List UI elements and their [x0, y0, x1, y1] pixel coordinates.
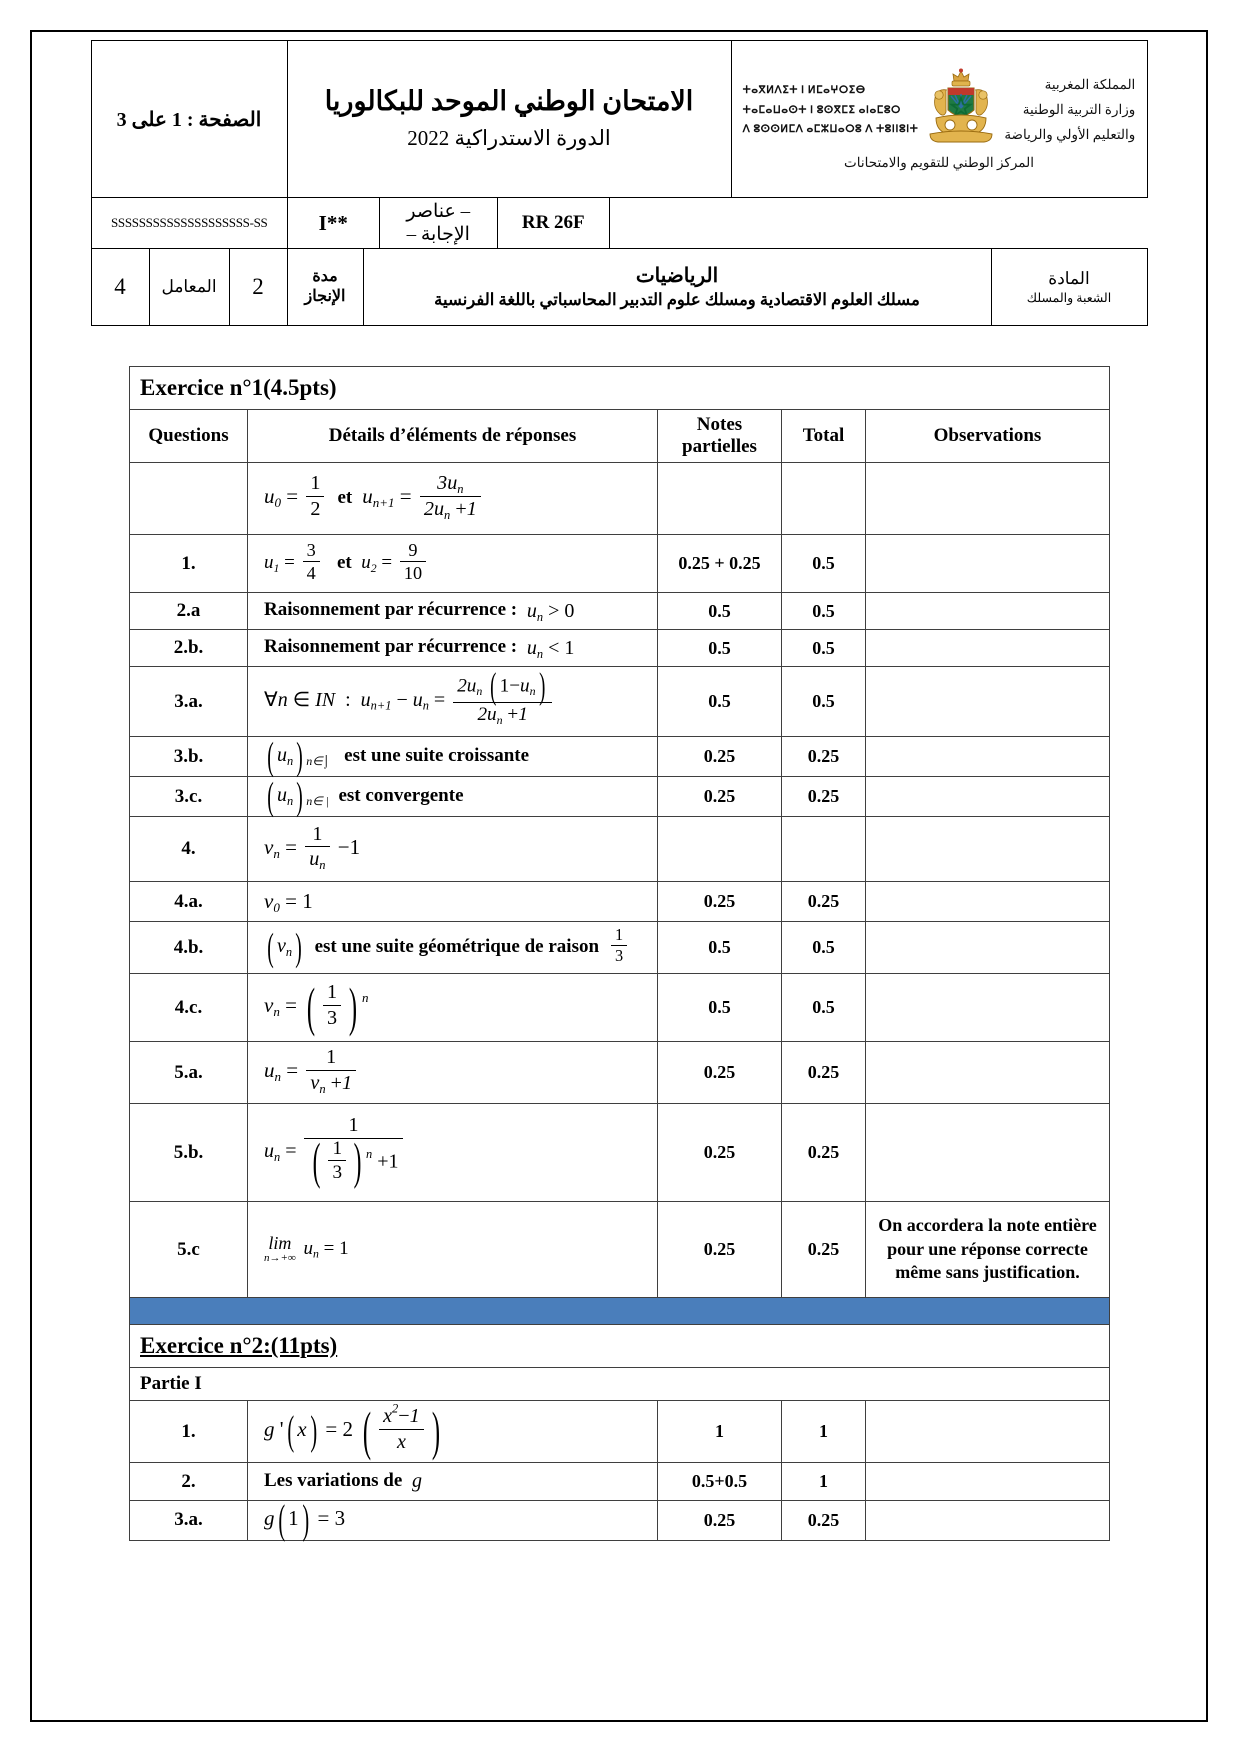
row-notes: 0.25	[658, 1202, 782, 1298]
morocco-coat-of-arms-icon	[924, 68, 998, 154]
row-question: 3.c.	[130, 777, 248, 817]
row-total: 0.25	[782, 1042, 866, 1104]
row-details: Raisonnement par récurrence : $u_n > 0$	[248, 593, 658, 630]
page-number-label: الصفحة : 1 على 3	[116, 108, 262, 131]
row-observations: On accordera la note entière pour une réponse correcte même sans justification.	[866, 1202, 1110, 1298]
table-row	[130, 737, 1110, 777]
row-observations	[866, 1042, 1110, 1104]
row-total: 0.25	[782, 737, 866, 777]
row-details: $u_0$ = $\frac{1}{2}$ et $u_{n+1}$ = $\frac{3u_n}{2u_n +1}$	[248, 463, 658, 535]
ministry-logo-cell	[731, 41, 1147, 198]
subject-row	[91, 249, 1147, 326]
tifinagh-line-2: ⵜⴰⵎⴰⵡⴰⵙⵜ ⵏ ⵓⵙⴳⵎⵉ ⴰⵏⴰⵎⵓⵔ	[742, 104, 901, 116]
ministry-arabic-block	[1004, 73, 1135, 148]
exercise2-title-text: Exercice n°2:(11pts)	[140, 1333, 338, 1358]
table-row	[130, 1501, 1110, 1541]
row-notes: 0.5+0.5	[658, 1463, 782, 1501]
row-notes: 0.5	[658, 667, 782, 737]
exercise2-title-row	[130, 1325, 1110, 1368]
ministry-ar-line-2: وزارة التربية الوطنية	[1022, 102, 1136, 118]
code-table	[91, 197, 1148, 249]
row-total: 0.5	[782, 667, 866, 737]
subject-table	[91, 248, 1148, 326]
row-notes: 0.5	[658, 630, 782, 667]
row-notes: 1	[658, 1401, 782, 1463]
row-notes: 0.5	[658, 593, 782, 630]
ministry-ar-line-3: والتعليم الأولي والرياضة	[1004, 126, 1136, 142]
row-question: 2.b.	[130, 630, 248, 667]
correction-table	[129, 366, 1110, 1541]
table-row	[130, 882, 1110, 922]
table-row	[130, 922, 1110, 974]
row-question: 4.	[130, 817, 248, 882]
row-question: 5.a.	[130, 1042, 248, 1104]
row-total: 1	[782, 1401, 866, 1463]
table-row	[130, 1042, 1110, 1104]
row-observations	[866, 630, 1110, 667]
identification-table	[91, 40, 1148, 198]
row-question: 1.	[130, 535, 248, 593]
row-observations	[866, 1463, 1110, 1501]
row-notes: 0.5	[658, 974, 782, 1042]
col-notes-partielles: Notes partielles	[658, 410, 782, 463]
row-details-text: Raisonnement par récurrence :	[264, 636, 518, 658]
row-observations	[866, 922, 1110, 974]
row-notes: 0.25	[658, 1501, 782, 1541]
code-row	[91, 198, 1147, 249]
row-total	[782, 817, 866, 882]
table-row	[130, 1401, 1110, 1463]
partie1-label: Partie I	[130, 1368, 1110, 1401]
row-question: 2.	[130, 1463, 248, 1501]
row-notes: 0.25	[658, 882, 782, 922]
row-total: 0.5	[782, 535, 866, 593]
col-questions: Questions	[130, 410, 248, 463]
row-details: $v_n$ = $\frac{1}{u_n}$ −1	[248, 817, 658, 882]
row-notes: 0.25	[658, 1042, 782, 1104]
code-row-spacer	[609, 198, 1147, 249]
table-row	[130, 1463, 1110, 1501]
ministry-tifinagh-block	[743, 81, 919, 141]
blue-separator-bar	[130, 1298, 1110, 1325]
exam-title: الامتحان الوطني الموحد للبكالوريا	[324, 86, 694, 117]
row-question: 1.	[130, 1401, 248, 1463]
coefficient-value: 4	[91, 249, 149, 326]
page-number-cell	[91, 41, 287, 198]
row-details: $u_1$ = $\frac{3}{4}$ et $u_2$ = $\frac{9}{10}$	[248, 535, 658, 593]
subject-branch-labels	[991, 249, 1147, 326]
duration-value: 2	[229, 249, 287, 326]
duration-label-line1: مدة الإنجاز	[304, 268, 346, 305]
branch-label: الشعبة والمسلك	[1026, 290, 1112, 305]
row-notes: 0.25	[658, 737, 782, 777]
row-details-text: est une suite croissante	[344, 744, 530, 766]
row-notes	[658, 463, 782, 535]
row-observations	[866, 1501, 1110, 1541]
row-total: 0.25	[782, 1104, 866, 1202]
row-question: 5.c	[130, 1202, 248, 1298]
row-details: ( $u_n$) n∈ | est convergente	[248, 777, 658, 817]
table-row	[130, 974, 1110, 1042]
row-total: 0.25	[782, 882, 866, 922]
row-question: 3.a.	[130, 667, 248, 737]
tifinagh-line-3: ⴷ ⵓⵙⵙⵍⵎⴷ ⴰⵎⵣⵡⴰⵔⵓ ⴷ ⵜⵓⵏⵏⵓⵏⵜ	[742, 124, 919, 136]
row-observations	[866, 535, 1110, 593]
row-observations	[866, 463, 1110, 535]
row-details: g( 1) = 3	[248, 1501, 658, 1541]
row-details: $u_n$ = 1 ( $\frac{1}{3}$ ) $^n$ +1	[248, 1104, 658, 1202]
row-question: 4.b.	[130, 922, 248, 974]
row-details-text: est une suite géométrique de raison	[314, 935, 600, 957]
row-details: $u_n$ = $\frac{1}{v_n +1}$	[248, 1042, 658, 1104]
candidate-code: SSSSSSSSSSSSSSSSSSSS-SS	[91, 198, 287, 249]
row-question: 3.b.	[130, 737, 248, 777]
row-notes: 0.25 + 0.25	[658, 535, 782, 593]
coefficient-label: المعامل	[149, 249, 229, 326]
subject-label: المادة	[1048, 269, 1090, 289]
exam-reference-code: RR 26F	[497, 198, 609, 249]
exercise1-title-row	[130, 367, 1110, 410]
row-observations	[866, 817, 1110, 882]
column-header-row	[130, 410, 1110, 463]
row-question: 2.a	[130, 593, 248, 630]
answer-elements-label: – عناصر الإجابة –	[379, 198, 497, 249]
col-observations: Observations	[866, 410, 1110, 463]
row-question: 5.b.	[130, 1104, 248, 1202]
row-total: 1	[782, 1463, 866, 1501]
branch-name: مسلك العلوم الاقتصادية ومسلك علوم التدبير المحاسباتي باللغة الفرنسية	[434, 289, 920, 309]
table-row	[130, 667, 1110, 737]
table-row	[130, 630, 1110, 667]
row-total: 0.5	[782, 630, 866, 667]
row-question: 4.a.	[130, 882, 248, 922]
row-details: Raisonnement par récurrence : $u_n < 1$	[248, 630, 658, 667]
exercise2-title	[130, 1325, 1110, 1368]
col-details: Détails d’éléments de réponses	[248, 410, 658, 463]
exercise1-title: Exercice n°1(4.5pts)	[130, 367, 1110, 410]
row-details: ∀n ∈ IN : $u_{n+1} - u_n$ = $\frac{2u_n ( 1-u_n)}{2u_n +1}$	[248, 667, 658, 737]
session-code: I**	[287, 198, 379, 249]
table-row	[130, 593, 1110, 630]
table-row	[130, 1202, 1110, 1298]
section-separator-row	[130, 1298, 1110, 1325]
table-row	[130, 535, 1110, 593]
exam-page	[30, 30, 1208, 1722]
row-observations	[866, 1401, 1110, 1463]
row-question: 4.c.	[130, 974, 248, 1042]
row-details: $v_0 = 1$	[248, 882, 658, 922]
partie-title-row	[130, 1368, 1110, 1401]
table-row	[130, 817, 1110, 882]
row-question: 3.a.	[130, 1501, 248, 1541]
row-details: g '( x) = 2 ( $\frac{x^2-1}{x}$ )	[248, 1401, 658, 1463]
row-observations	[866, 777, 1110, 817]
subject-branch-cell	[363, 249, 991, 326]
row-notes: 0.5	[658, 922, 782, 974]
row-observations	[866, 667, 1110, 737]
row-total: 0.25	[782, 1501, 866, 1541]
row-total	[782, 463, 866, 535]
row-question	[130, 463, 248, 535]
row-notes: 0.25	[658, 777, 782, 817]
tifinagh-line-1: ⵜⴰⴳⵍⴷⵉⵜ ⵏ ⵍⵎⴰⵖⵔⵉⴱ	[742, 84, 866, 96]
row-observations	[866, 737, 1110, 777]
row-details-text: Les variations de	[264, 1469, 403, 1491]
row-notes	[658, 817, 782, 882]
row-total: 0.25	[782, 777, 866, 817]
ministry-ar-line-1: المملكة المغربية	[1044, 77, 1136, 93]
row-observations	[866, 593, 1110, 630]
row-details: Les variations de g	[248, 1463, 658, 1501]
row-total: 0.25	[782, 1202, 866, 1298]
row-observations	[866, 882, 1110, 922]
row-notes: 0.25	[658, 1104, 782, 1202]
exam-title-cell	[287, 41, 731, 198]
table-row	[130, 1104, 1110, 1202]
row-details: ( $v_n$) est une suite géométrique de raison $\frac{1}{3}$	[248, 922, 658, 974]
row-observations	[866, 1104, 1110, 1202]
ministry-center-label: المركز الوطني للتقويم والامتحانات	[844, 154, 1034, 170]
table-row	[130, 777, 1110, 817]
row-details-text: est convergente	[338, 784, 464, 806]
subject-name: الرياضيات	[635, 264, 719, 287]
row-observations	[866, 974, 1110, 1042]
row-details: lim n→+∞ $u_n = 1$	[248, 1202, 658, 1298]
row-details: $v_n$ = ( $\frac{1}{3}$ ) $^n$	[248, 974, 658, 1042]
table-row	[130, 463, 1110, 535]
header-row-title	[91, 41, 1147, 198]
col-total: Total	[782, 410, 866, 463]
exam-session: الدورة الاستدراكية 2022	[407, 126, 611, 151]
row-details: ( $u_n$) n∈⌡ est une suite croissante	[248, 737, 658, 777]
row-total: 0.5	[782, 922, 866, 974]
row-details-text: Raisonnement par récurrence :	[264, 599, 518, 621]
row-total: 0.5	[782, 974, 866, 1042]
row-total: 0.5	[782, 593, 866, 630]
duration-label	[287, 249, 363, 326]
